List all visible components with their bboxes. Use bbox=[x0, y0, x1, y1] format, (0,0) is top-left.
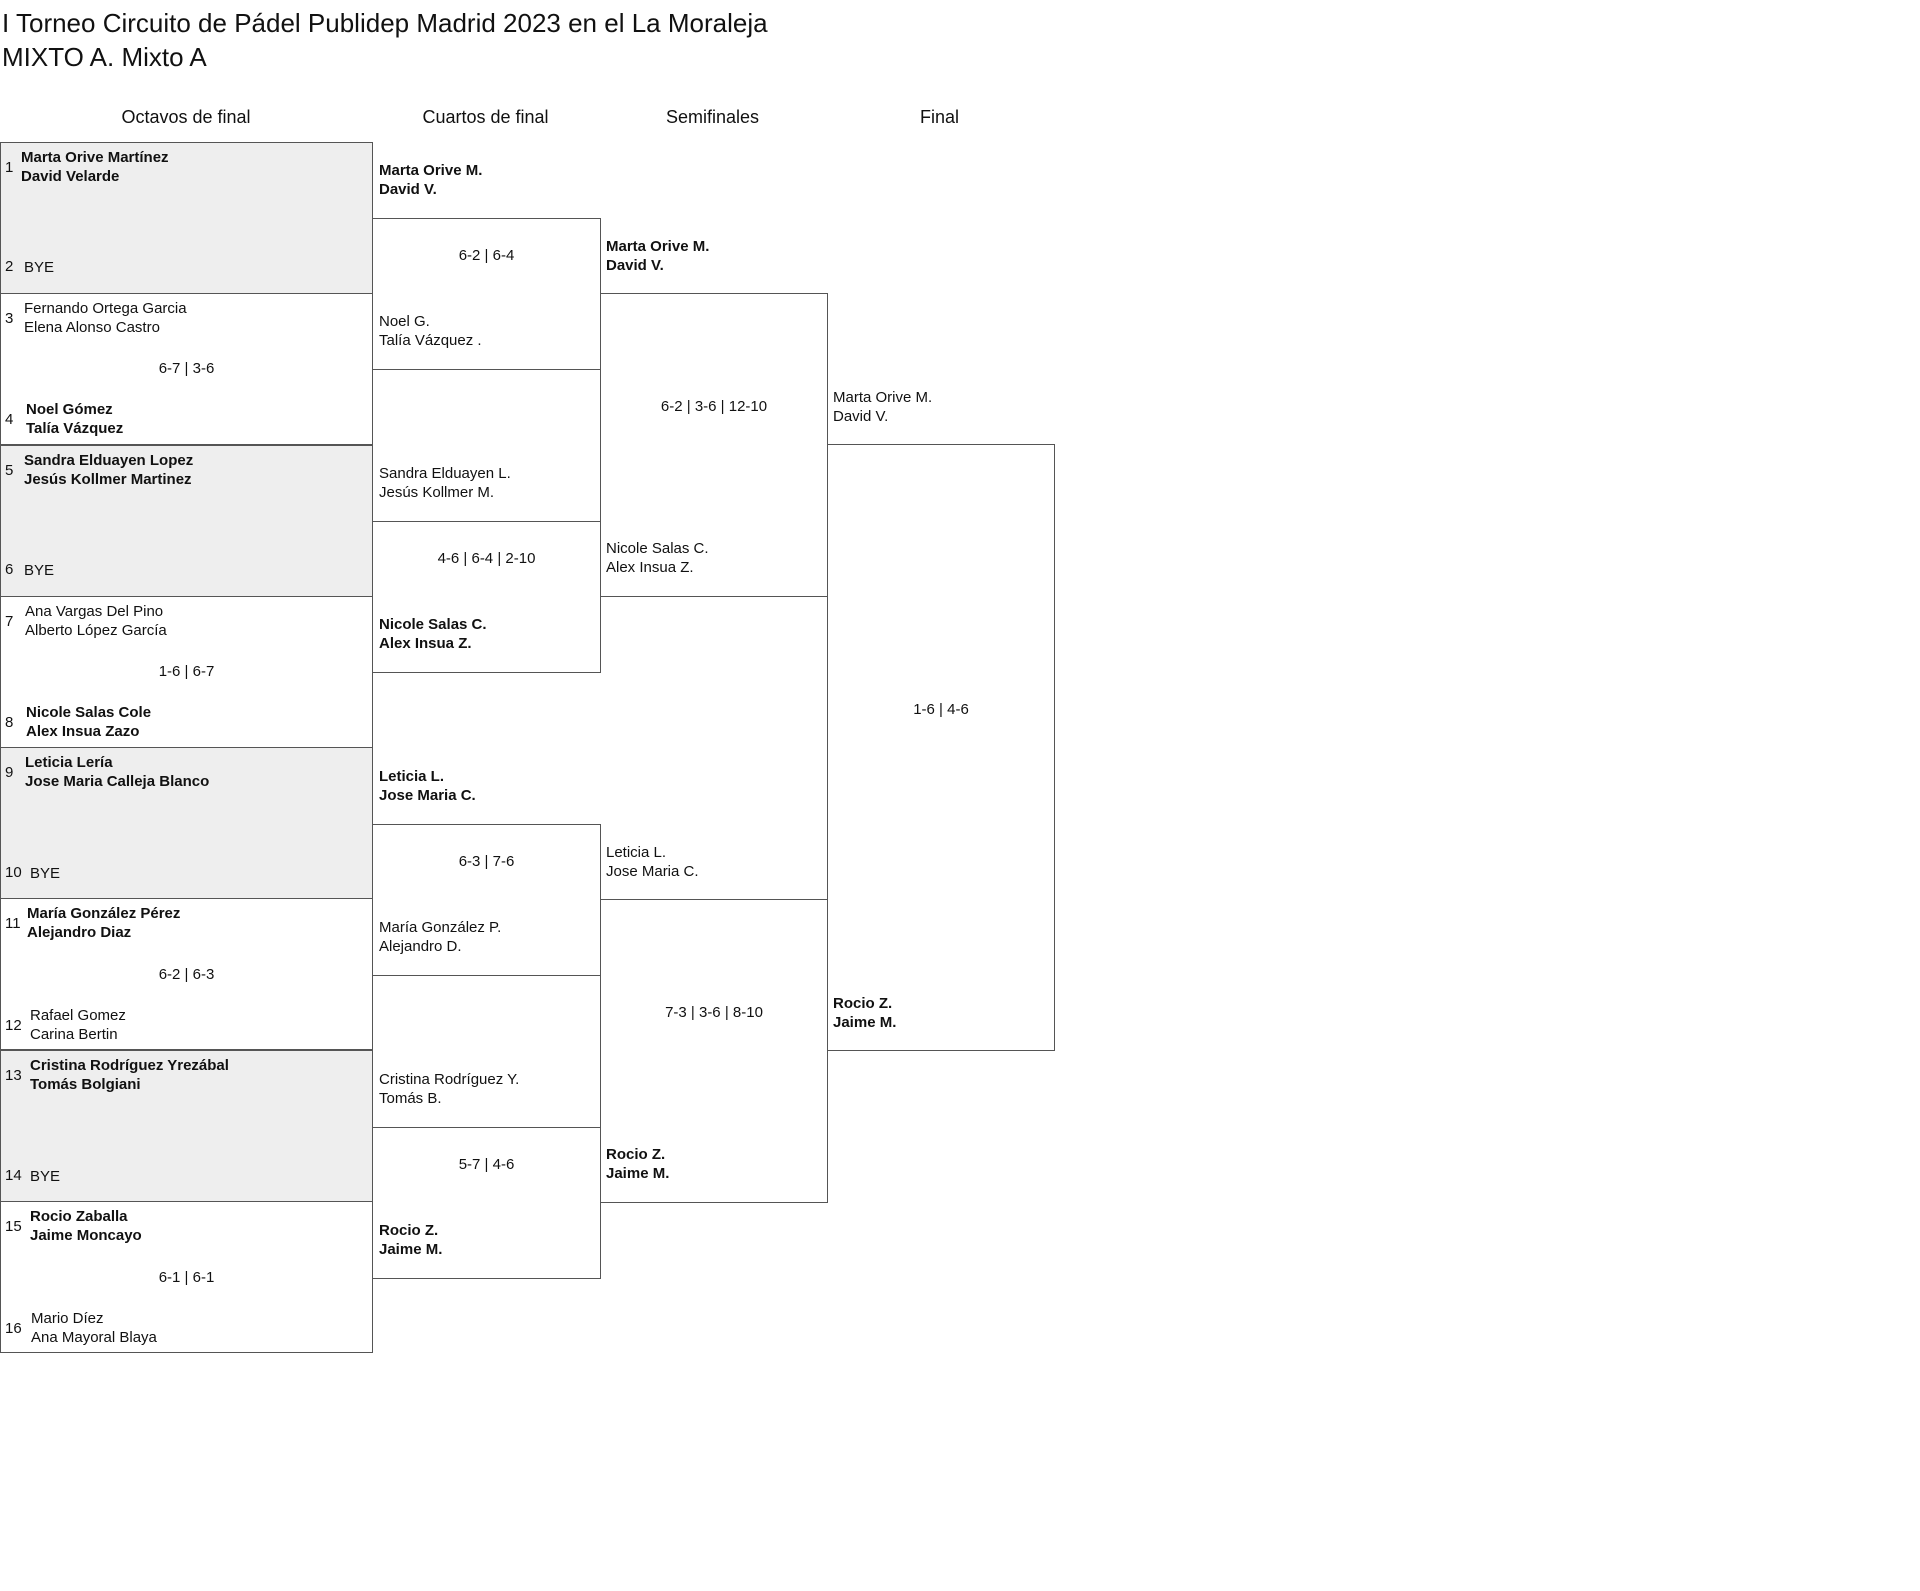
team-qf-2-bottom bbox=[379, 615, 487, 653]
round-label-final: Final bbox=[919, 107, 959, 127]
player-name: Alex Insua Zazo bbox=[26, 723, 140, 740]
player-name: Carina Bertin bbox=[30, 1026, 118, 1043]
player-name: Ana Vargas Del Pino bbox=[25, 603, 164, 620]
team-r16-7-top bbox=[30, 1056, 229, 1094]
team-r16-2-top bbox=[24, 299, 187, 337]
player-name: Rocio Z. bbox=[379, 1222, 439, 1239]
seed-number: 7 bbox=[5, 613, 14, 630]
seed-number: 16 bbox=[5, 1320, 22, 1337]
category-title: MIXTO A. Mixto A bbox=[2, 42, 207, 72]
player-name: Cristina Rodríguez Yrezábal bbox=[30, 1057, 229, 1074]
player-name: Leticia L. bbox=[379, 768, 445, 785]
player-name: Talía Vázquez . bbox=[379, 332, 482, 349]
player-name: Alex Insua Z. bbox=[379, 635, 472, 652]
player-name: Sandra Elduayen Lopez bbox=[24, 452, 194, 469]
round-label-r16: Octavos de final bbox=[121, 107, 251, 127]
player-name: Jaime M. bbox=[833, 1014, 897, 1031]
player-name: Alejandro Diaz bbox=[27, 924, 132, 941]
player-name: Jesús Kollmer Martinez bbox=[24, 471, 192, 488]
player-name: Jose Maria Calleja Blanco bbox=[25, 773, 210, 790]
round-label-sf: Semifinales bbox=[665, 107, 760, 127]
team-r16-8-bottom bbox=[31, 1309, 157, 1347]
match-score: 7-3 | 3-6 | 8-10 bbox=[665, 1004, 763, 1021]
player-name: María González P. bbox=[379, 919, 502, 936]
seed-number: 3 bbox=[5, 310, 14, 327]
player-name: Talía Vázquez bbox=[26, 420, 124, 437]
team-sf-1-bottom bbox=[606, 539, 709, 577]
team-qf-2-top bbox=[379, 464, 511, 502]
player-name: Noel Gómez bbox=[26, 401, 113, 418]
player-name: Jaime M. bbox=[379, 1241, 443, 1258]
seed-number: 14 bbox=[5, 1167, 22, 1184]
player-name: David V. bbox=[379, 181, 437, 198]
match-score: 6-2 | 3-6 | 12-10 bbox=[660, 398, 768, 415]
player-name: Alberto López García bbox=[25, 622, 167, 639]
player-name: David Velarde bbox=[21, 168, 120, 185]
seed-number: 9 bbox=[5, 764, 14, 781]
match-score: 6-7 | 3-6 bbox=[158, 360, 215, 377]
seed-number: 4 bbox=[5, 411, 14, 428]
player-name: Jaime Moncayo bbox=[30, 1227, 142, 1244]
match-score: 1-6 | 4-6 bbox=[913, 701, 969, 718]
team-r16-1-top bbox=[21, 148, 169, 186]
match-score: 6-2 | 6-4 bbox=[458, 247, 515, 264]
round-label-qf: Cuartos de final bbox=[422, 107, 549, 127]
seed-number: 1 bbox=[5, 159, 14, 176]
player-name: Nicole Salas Cole bbox=[26, 704, 152, 721]
bye-label: BYE bbox=[30, 1168, 61, 1185]
bye-label: BYE bbox=[24, 259, 55, 276]
team-r16-4-top bbox=[25, 602, 167, 640]
team-r16-6-top bbox=[27, 904, 180, 942]
player-name: David V. bbox=[606, 257, 664, 274]
player-name: Cristina Rodríguez Y. bbox=[379, 1071, 520, 1088]
match-score: 1-6 | 6-7 bbox=[158, 663, 215, 680]
player-name: Rocio Zaballa bbox=[30, 1208, 128, 1225]
match-score: 6-3 | 7-6 bbox=[458, 853, 515, 870]
seed-number: 8 bbox=[5, 714, 14, 731]
match-score: 5-7 | 4-6 bbox=[458, 1156, 515, 1173]
seed-number: 5 bbox=[5, 462, 14, 479]
player-name: Alejandro D. bbox=[379, 938, 462, 955]
seed-number: 10 bbox=[5, 864, 22, 881]
player-name: Fernando Ortega Garcia bbox=[24, 300, 187, 317]
player-name: Nicole Salas C. bbox=[606, 540, 709, 557]
team-qf-4-top bbox=[379, 1070, 519, 1108]
seed-number: 13 bbox=[5, 1067, 22, 1084]
player-name: Jaime M. bbox=[606, 1165, 670, 1182]
team-r16-3-top bbox=[24, 451, 193, 489]
seed-number: 12 bbox=[5, 1017, 22, 1034]
match-score: 6-1 | 6-1 bbox=[158, 1269, 215, 1286]
team-final-bottom bbox=[833, 994, 896, 1032]
bye-label: BYE bbox=[30, 865, 61, 882]
player-name: Tomás B. bbox=[379, 1090, 442, 1107]
player-name: Nicole Salas C. bbox=[379, 616, 487, 633]
player-name: Rocio Z. bbox=[833, 995, 893, 1012]
player-name: Tomás Bolgiani bbox=[30, 1076, 141, 1093]
player-name: Marta Orive M. bbox=[606, 238, 710, 255]
team-qf-1-bottom bbox=[379, 312, 482, 350]
seed-number: 15 bbox=[5, 1218, 22, 1235]
tournament-title: I Torneo Circuito de Pádel Publidep Madrid 2023 en el La Moraleja bbox=[2, 8, 768, 38]
team-sf-2-bottom bbox=[606, 1145, 669, 1183]
player-name: Marta Orive M. bbox=[379, 162, 483, 179]
team-final-top bbox=[833, 388, 932, 426]
seed-number: 2 bbox=[5, 258, 14, 275]
player-name: María González Pérez bbox=[27, 905, 181, 922]
team-qf-3-top bbox=[379, 767, 476, 805]
player-name: Ana Mayoral Blaya bbox=[31, 1329, 157, 1346]
match-score: 6-2 | 6-3 bbox=[158, 966, 215, 983]
player-name: Marta Orive M. bbox=[833, 389, 933, 406]
player-name: Rafael Gomez bbox=[30, 1007, 126, 1024]
player-name: Rocio Z. bbox=[606, 1146, 666, 1163]
team-qf-3-bottom bbox=[379, 918, 501, 956]
player-name: Jesús Kollmer M. bbox=[379, 484, 495, 501]
seed-number: 11 bbox=[5, 915, 21, 932]
player-name: David V. bbox=[833, 408, 889, 425]
player-name: Jose Maria C. bbox=[606, 863, 699, 880]
final-match bbox=[827, 444, 1055, 1051]
player-name: Marta Orive Martínez bbox=[21, 149, 169, 166]
player-name: Elena Alonso Castro bbox=[24, 319, 160, 336]
team-r16-6-bottom bbox=[30, 1006, 126, 1044]
team-r16-8-top bbox=[30, 1207, 142, 1245]
team-qf-1-top bbox=[379, 161, 482, 199]
team-sf-1-top bbox=[606, 237, 709, 275]
team-sf-2-top bbox=[606, 843, 699, 881]
player-name: Mario Díez bbox=[31, 1310, 104, 1327]
player-name: Leticia L. bbox=[606, 844, 667, 861]
team-r16-5-top bbox=[25, 753, 209, 791]
team-r16-2-bottom bbox=[26, 400, 123, 438]
team-r16-4-bottom bbox=[26, 703, 151, 741]
player-name: Alex Insua Z. bbox=[606, 559, 694, 576]
player-name: Noel G. bbox=[379, 313, 430, 330]
player-name: Leticia Lería bbox=[25, 754, 113, 771]
player-name: Jose Maria C. bbox=[379, 787, 476, 804]
team-qf-4-bottom bbox=[379, 1221, 442, 1259]
bye-label: BYE bbox=[24, 562, 55, 579]
seed-number: 6 bbox=[5, 561, 14, 578]
match-score: 4-6 | 6-4 | 2-10 bbox=[437, 550, 536, 567]
player-name: Sandra Elduayen L. bbox=[379, 465, 511, 482]
